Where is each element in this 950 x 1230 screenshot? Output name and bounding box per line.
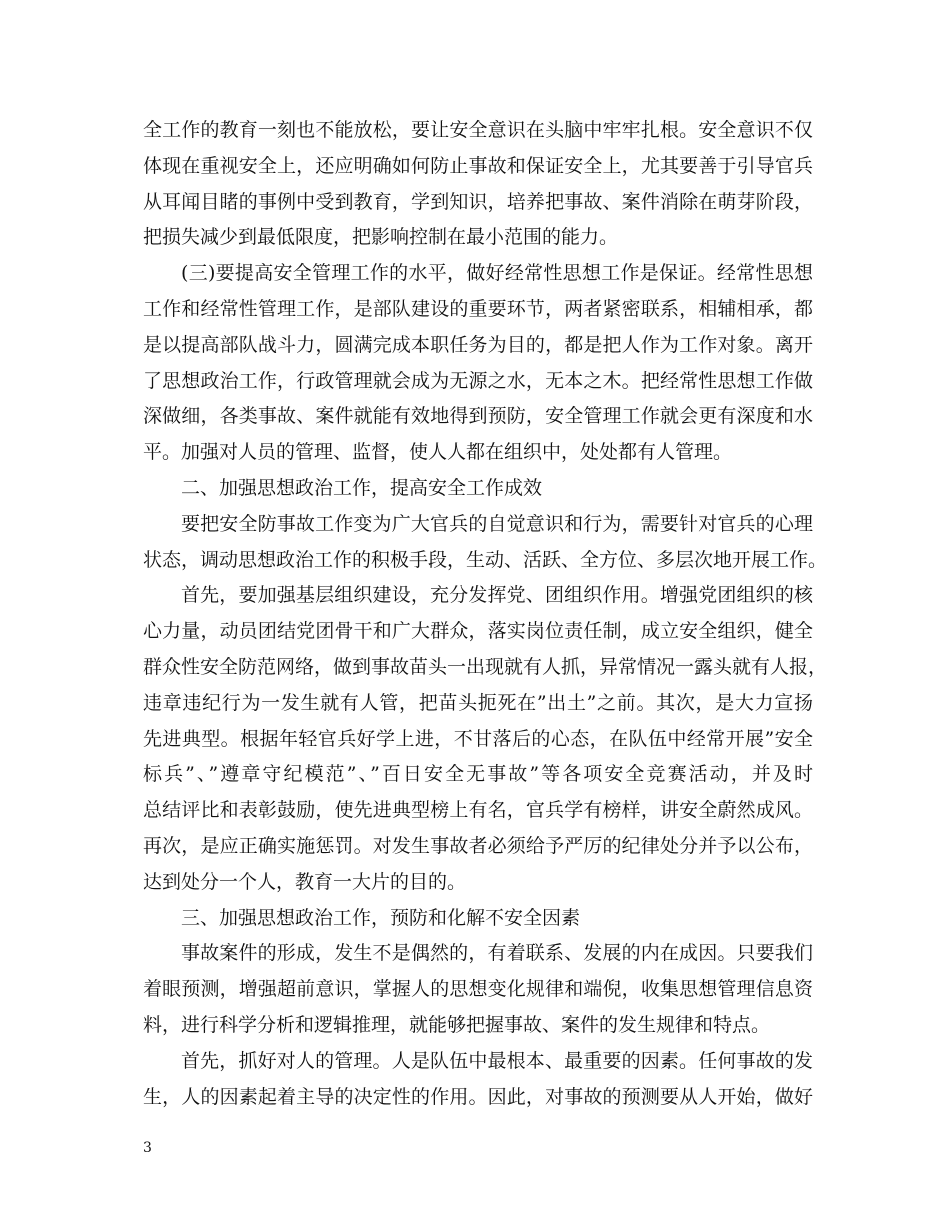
text-line: 深做细，各类事故、案件就能有效地得到预防，安全管理工作就会更有深度和水 [143, 405, 813, 428]
text-line: 首先，要加强基层组织建设，充分发挥党、团组织作用。增强党团组织的核 [181, 584, 813, 607]
text-line: 全工作的教育一刻也不能放松，要让安全意识在头脑中牢牢扎根。安全意识不仅 [143, 119, 813, 141]
text-line: 工作和经常性管理工作，是部队建设的重要环节，两者紧密联系，相辅相承，都 [143, 297, 813, 320]
text-line: 生，人的因素起着主导的决定性的作用。因此，对事故的预测要从人开始，做好 [143, 1085, 813, 1108]
text-line: 心力量，动员团结党团骨干和广大群众，落实岗位责任制，成立安全组织，健全 [143, 620, 813, 643]
text-line: 三、加强思想政治工作，预防和化解不安全因素 [181, 906, 581, 929]
text-line: 着眼预测，增强超前意识，掌握人的思想变化规律和端倪，收集思想管理信息资 [143, 978, 813, 1001]
text-line: (三)要提高安全管理工作的水平，做好经常性思想工作是保证。经常性思想 [181, 262, 813, 285]
text-line: 从耳闻目睹的事例中受到教育，学到知识，培养把事故、案件消除在萌芽阶段， [143, 190, 813, 213]
text-line: 标兵”、”遵章守纪模范”、”百日安全无事故”等各项安全竞赛活动，并及时 [143, 763, 813, 786]
text-line: 要把安全防事故工作变为广大官兵的自觉意识和行为，需要针对官兵的心理 [181, 512, 813, 535]
text-line: 料，进行科学分析和逻辑推理，就能够把握事故、案件的发生规律和特点。 [143, 1013, 771, 1036]
text-line: 体现在重视安全上，还应明确如何防止事故和保证安全上，尤其要善于引导官兵 [143, 154, 813, 177]
text-line: 二、加强思想政治工作，提高安全工作成效 [181, 476, 543, 499]
text-line: 先进典型。根据年轻官兵好学上进，不甘落后的心态，在队伍中经常开展”安全 [143, 727, 813, 750]
text-line: 达到处分一个人，教育一大片的目的。 [143, 870, 467, 893]
text-line: 状态，调动思想政治工作的积极手段，生动、活跃、全方位、多层次地开展工作。 [143, 548, 828, 571]
text-line: 把损失减少到最低限度，把影响控制在最小范围的能力。 [143, 226, 619, 249]
text-line: 是以提高部队战斗力，圆满完成本职任务为目的，都是把人作为工作对象。离开 [143, 333, 813, 356]
body-text [143, 113, 828, 1115]
text-line: 事故案件的形成，发生不是偶然的，有着联系、发展的内在成因。只要我们 [181, 942, 813, 965]
text-line: 首先，抓好对人的管理。人是队伍中最根本、最重要的因素。任何事故的发 [181, 1049, 813, 1072]
page-number: 3 [143, 1140, 152, 1156]
text-line: 了思想政治工作，行政管理就会成为无源之水，无本之木。把经常性思想工作做 [143, 369, 813, 392]
text-line: 平。加强对人员的管理、监督，使人人都在组织中，处处都有人管理。 [143, 441, 733, 464]
text-line: 群众性安全防范网络，做到事故苗头一出现就有人抓，异常情况一露头就有人报， [143, 655, 828, 678]
text-line: 违章违纪行为一发生就有人管，把苗头扼死在”出土”之前。其次，是大力宣扬 [143, 691, 813, 714]
text-line: 再次，是应正确实施惩罚。对发生事故者必须给予严厉的纪律处分并予以公布， [143, 834, 813, 857]
text-line: 总结评比和表彰鼓励，使先进典型榜上有名，官兵学有榜样，讲安全蔚然成风。 [143, 799, 813, 822]
